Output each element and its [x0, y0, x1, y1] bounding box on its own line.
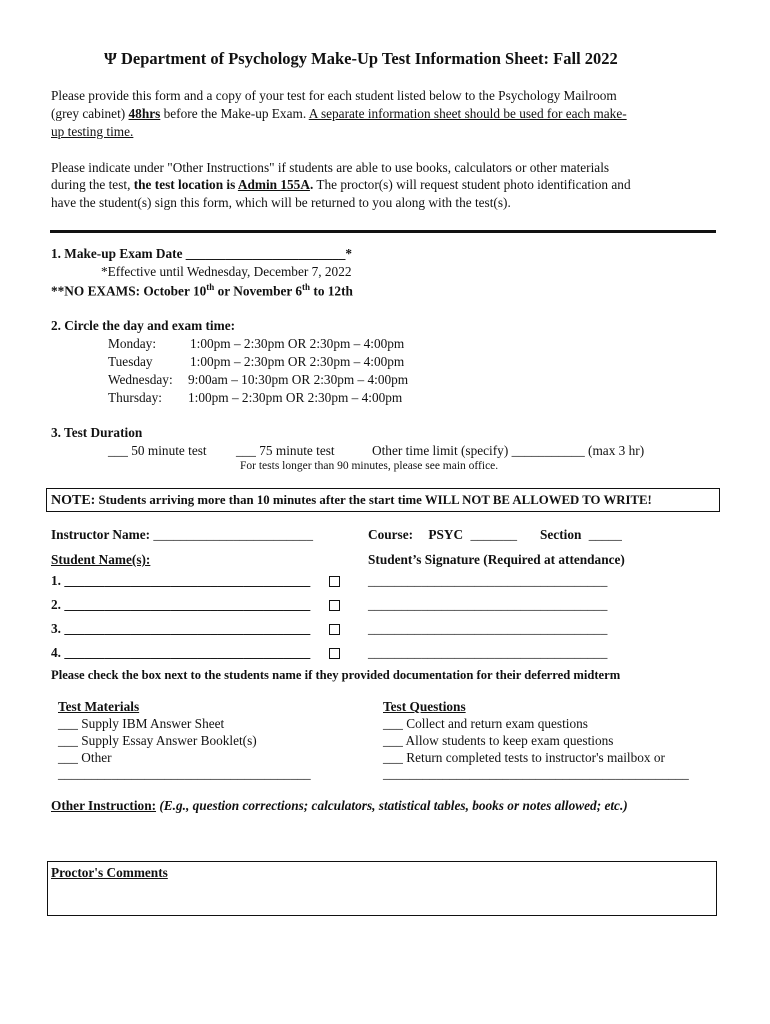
- documentation-checkbox-2[interactable]: [329, 600, 340, 611]
- material-option-ibm[interactable]: ___ Supply IBM Answer Sheet: [58, 716, 225, 731]
- time-option-thursday[interactable]: 1:00pm – 2:30pm OR 2:30pm – 4:00pm: [188, 390, 403, 405]
- signature-heading: Student’s Signature (Required at attendance): [368, 552, 625, 567]
- no-exams-note: **NO EXAMS: October 10th or November 6th to 12th: [51, 282, 353, 299]
- time-option-wednesday[interactable]: 9:00am – 10:30pm OR 2:30pm – 4:00pm: [188, 372, 409, 387]
- note-text: NOTE: Students arriving more than 10 minutes after the start time WILL NOT BE ALLOWED TO WRITE!: [51, 493, 652, 508]
- title-text: Department of Psychology Make-Up Test Information Sheet: Fall 2022: [121, 49, 618, 68]
- signature-line-2[interactable]: ____________________________________: [368, 597, 608, 612]
- day-label-wednesday: Wednesday:: [108, 372, 173, 387]
- test-materials-heading: Test Materials: [58, 699, 140, 714]
- duration-50-option[interactable]: ___ 50 minute test: [108, 443, 207, 458]
- day-time-heading: 2. Circle the day and exam time:: [51, 318, 236, 333]
- student-row-2[interactable]: 2. _____________________________________: [51, 597, 311, 612]
- intro-line-2: (grey cabinet) 48hrs before the Make-up Exam. A separate information sheet should be used for each make-: [51, 106, 627, 121]
- intro-line-1: Please provide this form and a copy of your test for each student listed below to the Psychology Mailroom: [51, 88, 617, 103]
- student-row-3[interactable]: 3. _____________________________________: [51, 621, 311, 636]
- test-questions-heading: Test Questions: [383, 699, 466, 714]
- duration-other-option[interactable]: Other time limit (specify) ___________ (max 3 hr): [372, 443, 645, 458]
- duration-footnote: For tests longer than 90 minutes, please see main office.: [240, 460, 499, 472]
- time-option-tuesday[interactable]: 1:00pm – 2:30pm OR 2:30pm – 4:00pm: [190, 354, 405, 369]
- student-names-heading: Student Name(s):: [51, 552, 151, 567]
- location-emphasis: Admin 155A: [237, 177, 310, 192]
- note-box: [46, 488, 720, 512]
- documentation-checkbox-4[interactable]: [329, 648, 340, 659]
- material-option-other[interactable]: ___ Other: [58, 750, 112, 765]
- material-other-line[interactable]: ______________________________________: [58, 766, 311, 781]
- intro-line-4: Please indicate under "Other Instructions" if students are able to use books, calculators or other materials: [51, 160, 610, 175]
- signature-line-4[interactable]: ____________________________________: [368, 645, 608, 660]
- question-option-return[interactable]: ___ Return completed tests to instructor's mailbox or: [383, 750, 665, 765]
- test-duration-heading: 3. Test Duration: [51, 425, 143, 440]
- student-row-1[interactable]: 1. _____________________________________: [51, 573, 311, 588]
- intro-line-5: during the test, the test location is Admin 155A. The proctor(s) will request student photo identification and: [51, 177, 631, 192]
- section-field[interactable]: Section _____: [540, 527, 622, 542]
- documentation-checkbox-3[interactable]: [329, 624, 340, 635]
- material-option-essay[interactable]: ___ Supply Essay Answer Booklet(s): [58, 733, 257, 748]
- documentation-checkbox-1[interactable]: [329, 576, 340, 587]
- 48hrs-emphasis: 48hrs: [128, 106, 161, 121]
- psi-icon: Ψ: [104, 49, 117, 68]
- signature-line-1[interactable]: ____________________________________: [368, 573, 608, 588]
- other-instruction: Other Instruction: (E.g., question corrections; calculators, statistical tables, books or notes allowed; etc.): [51, 798, 628, 813]
- exam-date-field[interactable]: 1. Make-up Exam Date ________________________*: [51, 246, 353, 261]
- page-title: [104, 49, 618, 69]
- question-option-collect[interactable]: ___ Collect and return exam questions: [383, 716, 588, 731]
- divider: [50, 230, 716, 233]
- time-option-monday[interactable]: 1:00pm – 2:30pm OR 2:30pm – 4:00pm: [190, 336, 405, 351]
- question-other-line[interactable]: ______________________________________________: [383, 766, 689, 781]
- proctor-comments-box[interactable]: [47, 861, 717, 916]
- intro-line-3: up testing time.: [51, 124, 134, 139]
- effective-note: *Effective until Wednesday, December 7, 2022: [101, 264, 352, 279]
- course-field[interactable]: Course: PSYC _______: [368, 527, 517, 542]
- documentation-note: Please check the box next to the students name if they provided documentation for their deferred midterm: [51, 668, 621, 682]
- day-label-monday: Monday:: [108, 336, 157, 351]
- question-option-keep[interactable]: ___ Allow students to keep exam questions: [383, 733, 614, 748]
- day-label-tuesday: Tuesday: [108, 354, 153, 369]
- proctor-comments-label: Proctor's Comments: [51, 865, 168, 880]
- instructor-name-field[interactable]: Instructor Name: ________________________: [51, 527, 313, 542]
- student-row-4[interactable]: 4. _____________________________________: [51, 645, 311, 660]
- signature-line-3[interactable]: ____________________________________: [368, 621, 608, 636]
- intro-line-6: have the student(s) sign this form, which will be returned to you along with the test(s).: [51, 195, 511, 210]
- duration-75-option[interactable]: ___ 75 minute test: [236, 443, 335, 458]
- day-label-thursday: Thursday:: [108, 390, 162, 405]
